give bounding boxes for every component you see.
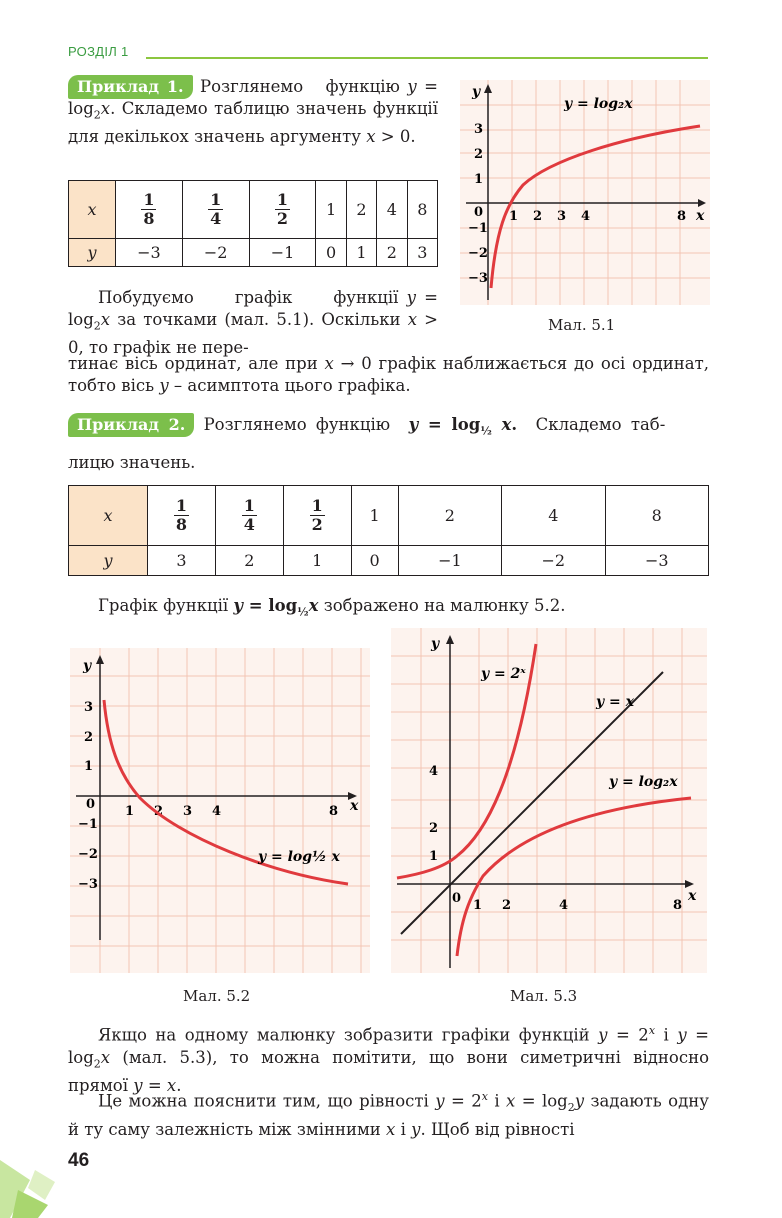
example2-graph-text: Графік функції $y = \log_{\frac{1}{2}}x$ зображено на малюнку 5.2. <box>98 596 566 619</box>
svg-text:3: 3 <box>557 209 567 224</box>
fig51-caption: Мал. 5.1 <box>548 316 616 334</box>
example2-badge: Приклад 2. <box>68 413 194 437</box>
svg-text:4: 4 <box>429 764 439 779</box>
section-divider <box>146 57 708 59</box>
svg-text:0: 0 <box>474 205 484 220</box>
table1-cell: 3 <box>407 239 437 267</box>
fig53-log-label: y = log₂x <box>609 774 678 790</box>
table2-cell: −1 <box>398 546 501 576</box>
example1-graph-text-cont: тинає вісь ординат, але при x → 0 графік наближається до осі ординат, тобто вісь y – асимптота цього графіка. <box>68 354 709 395</box>
svg-text:3: 3 <box>84 700 94 715</box>
page-number: 46 <box>68 1150 90 1171</box>
table1-x-header: x <box>69 181 116 239</box>
svg-text:3: 3 <box>474 122 484 137</box>
table2-cell: −3 <box>605 546 708 576</box>
svg-text:−3: −3 <box>78 877 98 892</box>
value-table-2 <box>68 485 709 576</box>
fig53-line-label: y = x <box>596 694 634 710</box>
fig51-y-axis-label: y <box>472 84 481 100</box>
fig51-x-axis-label: x <box>696 208 705 224</box>
table2-cell: 1 <box>351 486 398 546</box>
svg-text:2: 2 <box>533 209 543 224</box>
table2-cell: 8 <box>605 486 708 546</box>
svg-text:1: 1 <box>474 172 484 187</box>
body-paragraph-2: Це можна пояснити тим, що рівності $y = 2^x$ і $x = \log_2y$ задають одну й ту саму залежність між змінними x і y. Щоб від рівності <box>68 1090 709 1139</box>
svg-text:1: 1 <box>125 804 135 819</box>
svg-text:1: 1 <box>429 849 439 864</box>
svg-text:4: 4 <box>212 804 222 819</box>
body-paragraph-1: Якщо на одному малюнку зобразити графіки функцій $y = 2^x$ і $y = \log_2x$ (мал. 5.3), то можна помітити, що вони симетричні відносно прямої y = x. <box>68 1024 709 1095</box>
svg-text:0: 0 <box>86 797 96 812</box>
svg-text:8: 8 <box>677 209 687 224</box>
fig52-y-axis-label: y <box>83 658 92 674</box>
figure-5-2 <box>70 648 370 973</box>
table1-cell: 2 <box>346 181 376 239</box>
fig53-y-axis-label: y <box>431 636 440 652</box>
fig53-exp-label: y = 2ˣ <box>481 666 526 682</box>
table2-y-header: y <box>69 546 148 576</box>
table1-cell: 0 <box>316 239 346 267</box>
table1-cell: $\frac{1}{2}$ <box>249 181 316 239</box>
table2-cell: $\frac{1}{4}$ <box>215 486 283 546</box>
svg-text:−3: −3 <box>468 271 488 286</box>
figure-5-3 <box>391 628 707 973</box>
svg-text:3: 3 <box>183 804 193 819</box>
svg-text:2: 2 <box>502 898 512 913</box>
corner-decoration <box>0 1120 70 1218</box>
table2-cell: 4 <box>502 486 605 546</box>
svg-text:2: 2 <box>154 804 164 819</box>
svg-text:−2: −2 <box>78 847 98 862</box>
svg-text:−2: −2 <box>468 246 488 261</box>
svg-text:2: 2 <box>84 730 94 745</box>
section-header: РОЗДІЛ 1 <box>68 44 129 59</box>
table2-x-header: x <box>69 486 148 546</box>
fig52-x-axis-label: x <box>350 798 359 814</box>
example1-badge: Приклад 1. <box>68 75 193 99</box>
svg-text:−1: −1 <box>468 221 488 236</box>
svg-text:2: 2 <box>474 147 484 162</box>
fig51-curve-label: y = log₂x <box>564 96 633 112</box>
table1-cell: $\frac{1}{4}$ <box>182 181 249 239</box>
table2-cell: 3 <box>148 546 216 576</box>
svg-text:2: 2 <box>429 821 439 836</box>
svg-text:1: 1 <box>84 759 94 774</box>
table2-cell: $\frac{1}{2}$ <box>283 486 351 546</box>
svg-text:4: 4 <box>559 898 569 913</box>
table2-cell: 2 <box>398 486 501 546</box>
svg-text:1: 1 <box>473 898 483 913</box>
figure-5-1 <box>460 80 710 305</box>
table2-cell: $\frac{1}{8}$ <box>148 486 216 546</box>
example1-intro: Приклад 1. Розглянемо функцію $y = \log_2x$. Складемо таблицю значень функції для декількох значень аргументу x > 0. <box>68 77 438 147</box>
table1-cell: −1 <box>249 239 316 267</box>
table1-y-header: y <box>69 239 116 267</box>
svg-text:8: 8 <box>329 804 339 819</box>
table2-cell: 0 <box>351 546 398 576</box>
table1-cell: 8 <box>407 181 437 239</box>
table1-cell: 1 <box>346 239 376 267</box>
svg-text:4: 4 <box>581 209 591 224</box>
table1-cell: 1 <box>316 181 346 239</box>
table1-cell: 2 <box>377 239 407 267</box>
example1-graph-text: Побудуємо графік функції $y = \log_2x$ за точками (мал. 5.1). Оскільки x > 0, то графік не пере- <box>68 288 438 358</box>
example2-intro: Приклад 2. Розглянемо функцію $y = \log_{\frac{1}{2}} x$. Складемо таб- лицю значень. <box>68 415 666 473</box>
table1-cell: −2 <box>182 239 249 267</box>
value-table-1 <box>68 180 438 267</box>
table1-cell: 4 <box>377 181 407 239</box>
table2-cell: 1 <box>283 546 351 576</box>
fig52-caption: Мал. 5.2 <box>183 987 251 1005</box>
table2-cell: −2 <box>502 546 605 576</box>
svg-text:8: 8 <box>673 898 683 913</box>
fig53-x-axis-label: x <box>688 888 697 904</box>
svg-text:−1: −1 <box>78 817 98 832</box>
table2-cell: 2 <box>215 546 283 576</box>
table1-cell: −3 <box>116 239 183 267</box>
svg-text:1: 1 <box>509 209 519 224</box>
table1-cell: $\frac{1}{8}$ <box>116 181 183 239</box>
fig53-caption: Мал. 5.3 <box>510 987 578 1005</box>
fig52-curve-label: y = log½ x <box>258 849 340 865</box>
svg-text:0: 0 <box>452 891 462 906</box>
